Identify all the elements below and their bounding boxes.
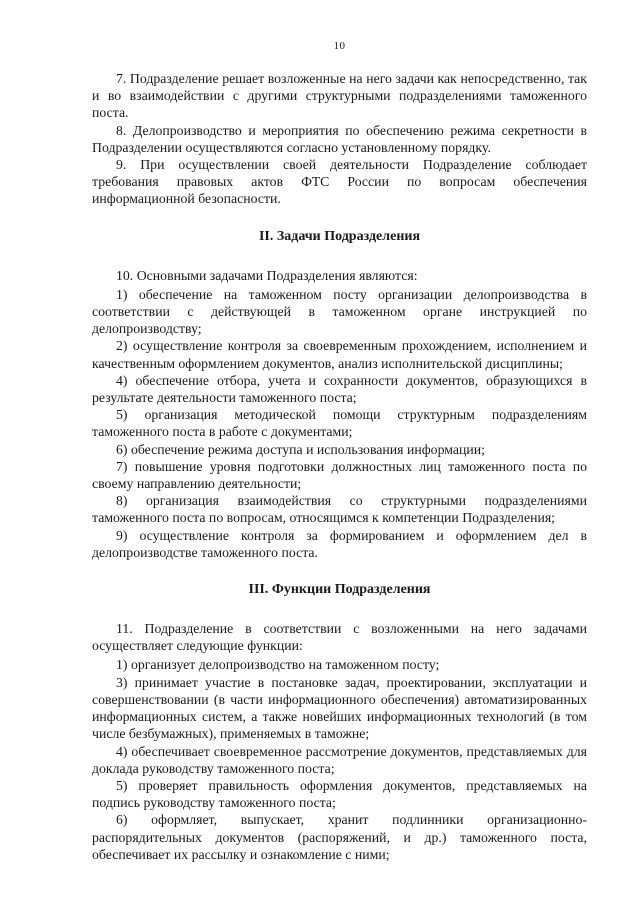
functions-intro: 11. Подразделение в соответствии с возложенными на него задачами осуществляет следующие функции: [92, 621, 587, 654]
function-item: 1) организует делопроизводство на таможенном посту; [116, 657, 440, 673]
tasks-intro: 10. Основными задачами Подразделения являются: [116, 267, 418, 283]
section-heading-tasks: II. Задачи Подразделения [258, 228, 421, 244]
task-item: 8) организация взаимодействия со структурными подразделениями таможенного поста по вопросам, относящимся к компетенции Подразделения; [92, 493, 587, 526]
task-item: 4) обеспечение отбора, учета и сохранности документов, образующихся в результате деятельности таможенного поста; [92, 372, 587, 406]
task-item: 6) обеспечение режима доступа и использования информации; [116, 441, 486, 457]
paragraph-8: 8. Делопроизводство и мероприятия по обеспечению режима секретности в Подразделении осуществляются согласно установленному порядку. [92, 122, 587, 155]
task-item: 9) осуществление контроля за формированием и оформлением дел в делопроизводстве таможенного поста. [92, 527, 587, 560]
function-item: 3) принимает участие в постановке задач, проектировании, эксплуатации и совершенствовании (в части информационного обеспечения) автоматизированных информационных систем, а также новейших информационных технологий (в том числе безбумажных), применяемых в таможне; [92, 674, 587, 742]
function-item: 5) проверяет правильность оформления документов, представляемых на подпись руководству таможенного поста; [92, 777, 587, 811]
function-item: 6) оформляет, выпускает, хранит подлинники организационно-распорядительных документов (распоряжений, и др.) таможенного поста, обеспечивает их рассылку и ознакомление с ними; [92, 812, 587, 862]
page-number: 10 [333, 40, 346, 52]
paragraph-9: 9. При осуществлении своей деятельности Подразделение соблюдает требования правовых актов ФТС России по вопросам обеспечения информационной безопасности. [92, 157, 587, 207]
task-item: 1) обеспечение на таможенном посту организации делопроизводства в соответствии с действующей в таможенном органе инструкцией по делопроизводству; [92, 286, 587, 337]
function-item: 4) обеспечивает своевременное рассмотрение документов, представляемых для доклада руководству таможенного поста; [92, 743, 587, 776]
task-item: 7) повышение уровня подготовки должностных лиц таможенного поста по своему направлению деятельности; [92, 458, 587, 492]
paragraph-7: 7. Подразделение решает возложенные на него задачи как непосредственно, так и во взаимодействии с другими структурными подразделениями таможенного поста. [92, 71, 587, 121]
task-item: 5) организация методической помощи структурным подразделениям таможенного поста в работе с документами; [92, 407, 587, 440]
section-heading-functions: III. Функции Подразделения [248, 582, 431, 598]
task-item: 2) осуществление контроля за своевременным прохождением, исполнением и качественным оформлением документов, анализ исполнительской дисциплины; [92, 338, 587, 371]
